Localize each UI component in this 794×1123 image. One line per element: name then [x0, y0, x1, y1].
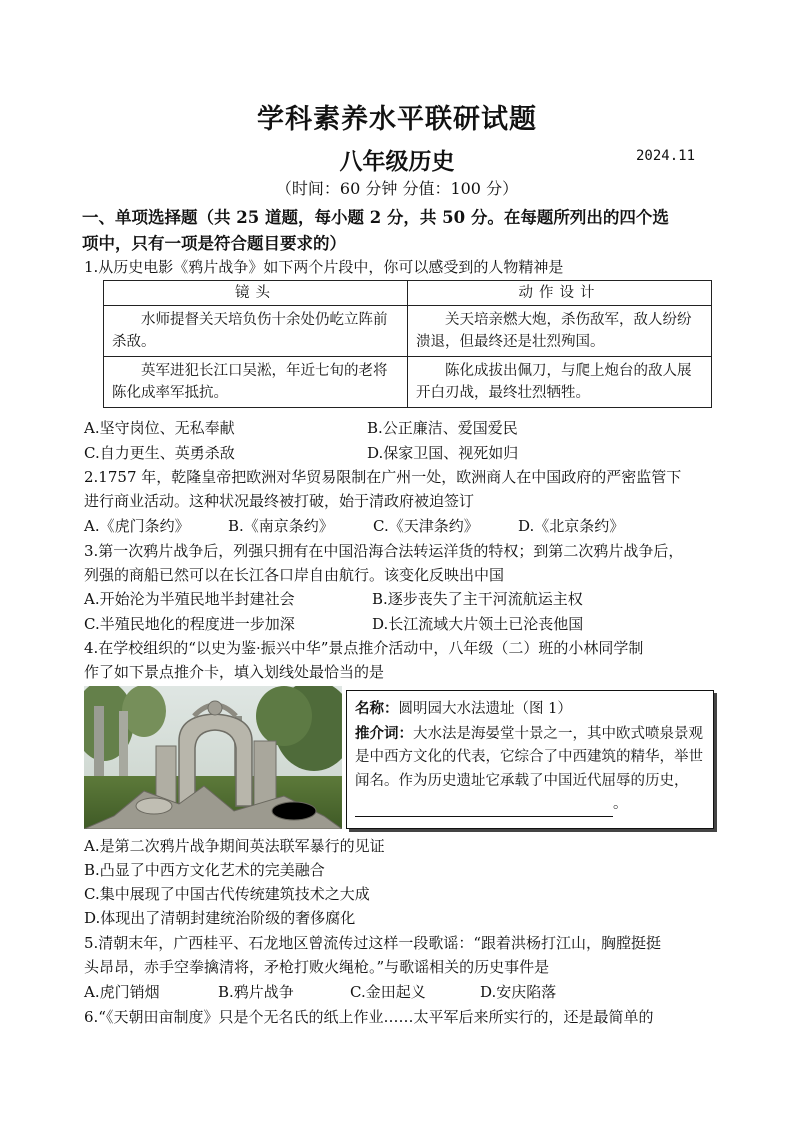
- q2-option-b[interactable]: B.《南京条约》: [228, 517, 334, 535]
- ruins-photo: [84, 686, 342, 829]
- exam-subtitle: 八年级历史: [339, 148, 455, 175]
- card-name-label: 名称：: [355, 700, 399, 717]
- table-row: [104, 306, 712, 357]
- question-2-line2: 进行商业活动。这种状况最终被打破，始于清政府被迫签订: [84, 492, 475, 510]
- table-header-action: 动作设计: [408, 281, 712, 306]
- section-heading: [82, 205, 722, 257]
- table-cell: 英军进犯长江口吴淞，年近七旬的老将陈化成率军抵抗。: [104, 357, 408, 408]
- table-cell: 关天培亲燃大炮，杀伤敌军，敌人纷纷溃退，但最终还是壮烈殉国。: [408, 306, 712, 357]
- section-heading-line1: 一、单项选择题（共 25 道题，每小题 2 分，共 50 分。在每题所列出的四个选: [82, 208, 669, 227]
- q4-option-c[interactable]: C.集中展现了中国古代传统建筑技术之大成: [84, 885, 370, 903]
- card-intro-text: 大水法是海晏堂十景之一，其中欧式喷泉景观是中西方文化的代表，它综合了中西建筑的精华，举世闻名。作为历史遗址它承载了中国近代屈辱的历史，: [355, 725, 703, 789]
- question-2-line1: 2.1757 年，乾隆皇帝把欧洲对华贸易限制在广州一处，欧洲商人在中国政府的严密监管下: [84, 468, 682, 486]
- q4-option-b[interactable]: B.凸显了中西方文化艺术的完美融合: [84, 861, 325, 879]
- q1-option-d[interactable]: D.保家卫国、视死如归: [367, 444, 519, 462]
- question-4-line1: 4.在学校组织的“以史为鉴·振兴中华”景点推介活动中，八年级（二）班的小林同学制: [84, 639, 644, 657]
- question-6-line1: 6.“《天朝田亩制度》只是个无名氏的纸上作业……太平军后来所实行的，还是最简单的: [84, 1008, 654, 1026]
- q2-option-c[interactable]: C.《天津条约》: [373, 517, 479, 535]
- question-5-line2: 头昂昂，赤手空拳擒清将，矛枪打败火绳枪。”与歌谣相关的历史事件是: [84, 958, 550, 976]
- exam-title: 学科素养水平联研试题: [257, 104, 537, 135]
- question-5-line1: 5.清朝末年，广西桂平、石龙地区曾流传过这样一段歌谣：“跟着洪杨打江山，胸膛挺挺: [84, 934, 661, 952]
- recommendation-card: [346, 690, 714, 829]
- table-row: [104, 357, 712, 408]
- table-cell: 水师提督关天培负伤十余处仍屹立阵前杀敌。: [104, 306, 408, 357]
- q2-option-d[interactable]: D.《北京条约》: [518, 517, 625, 535]
- q3-option-b[interactable]: B.逐步丧失了主干河流航运主权: [372, 590, 583, 608]
- q3-option-c[interactable]: C.半殖民地化的程度进一步加深: [84, 615, 295, 633]
- q3-option-a[interactable]: A.开始沦为半殖民地半封建社会: [84, 590, 295, 608]
- question-1-stem: 1.从历史电影《鸦片战争》如下两个片段中，你可以感受到的人物精神是: [84, 258, 564, 276]
- table-header-shot: 镜头: [104, 281, 408, 306]
- question-4-line2: 作了如下景点推介卡，填入划线处最恰当的是: [84, 663, 385, 681]
- question-1-table: [103, 280, 712, 408]
- table-cell: 陈化成拔出佩刀，与爬上炮台的敌人展开白刃战，最终壮烈牺牲。: [408, 357, 712, 408]
- q5-option-b[interactable]: B.鸦片战争: [218, 983, 294, 1001]
- q1-option-c[interactable]: C.自力更生、英勇杀敌: [84, 444, 235, 462]
- q1-option-b[interactable]: B.公正廉洁、爱国爱民: [367, 419, 518, 437]
- exam-date: 2024.11: [636, 148, 696, 164]
- q4-option-d[interactable]: D.体现出了清朝封建统治阶级的奢侈腐化: [84, 909, 356, 927]
- q4-option-a[interactable]: A.是第二次鸦片战争期间英法联军暴行的见证: [84, 837, 385, 855]
- section-heading-line2: 项中，只有一项是符合题目要求的）: [82, 234, 346, 253]
- q5-option-d[interactable]: D.安庆陷落: [480, 983, 557, 1001]
- q1-option-a[interactable]: A.坚守岗位、无私奉献: [84, 419, 235, 437]
- exam-meta: （时间：60 分钟 分值：100 分）: [275, 179, 519, 198]
- card-name-value: 圆明园大水法遗址（图 1）: [398, 701, 572, 717]
- fill-in-blank[interactable]: [355, 800, 613, 817]
- q3-option-d[interactable]: D.长江流域大片领土已沦丧他国: [372, 615, 584, 633]
- q5-option-a[interactable]: A.虎门销烟: [84, 983, 160, 1001]
- question-3-line1: 3.第一次鸦片战争后，列强只拥有在中国沿海合法转运洋货的特权；到第二次鸦片战争后，: [84, 542, 684, 560]
- card-end: 。: [613, 796, 628, 812]
- question-3-line2: 列强的商船已然可以在长江各口岸自由航行。该变化反映出中国: [84, 566, 505, 584]
- q2-option-a[interactable]: A.《虎门条约》: [84, 517, 190, 535]
- q5-option-c[interactable]: C.金田起义: [350, 983, 426, 1001]
- card-intro-label: 推介词：: [355, 724, 413, 742]
